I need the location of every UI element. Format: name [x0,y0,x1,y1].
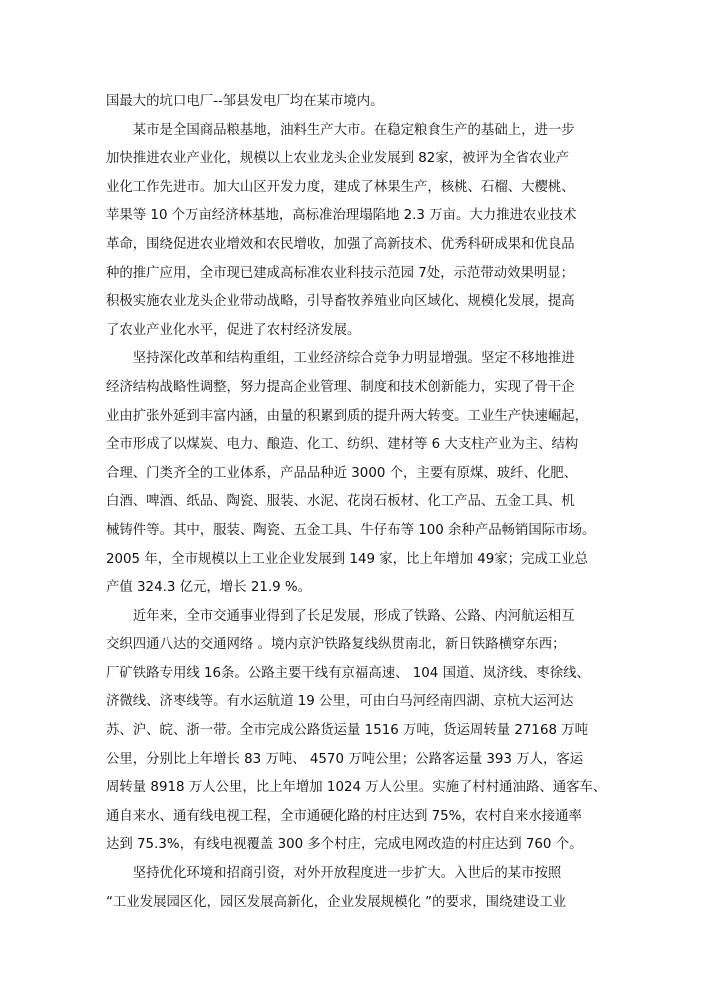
text-line: 械铸件等。其中，服装、陶瓷、五金工具、牛仔布等 100 余种产品畅销国际市场。 [106,522,596,538]
text-line: 某市是全国商品粮基地，油料生产大市。在稳定粮食生产的基础上，进一步 [106,122,575,138]
text-line: 合理、门类齐全的工业体系，产品品种近 3000 个，主要有原煤、玻纤、化肥、 [106,465,578,481]
text-line: 周转量 8918 万人公里，比上年增加 1024 万人公里。实施了村村通油路、通客车、 [106,780,607,796]
text-line: 种的推广应用，全市现已建成高标准农业科技示范园 7处，示范带动效果明显； [106,265,575,281]
text-line: 业由扩张外延到丰富内涵，由量的积累到质的提升两大转变。工业生产快速崛起， [106,408,589,424]
text-line: 苏、沪、皖、浙一带。全市完成公路货运量 1516 万吨，货运周转量 27168 万吨 [106,723,589,739]
text-line: “工业发展园区化，园区发展高新化，企业发展规模化 ”的要求，围绕建设工业 [106,894,567,910]
text-line: 坚持优化环境和招商引资，对外开放程度进一步扩大。入世后的某市按照 [106,866,562,882]
text-line: 2005 年，全市规模以上工业企业发展到 149 家，比上年增加 49家；完成工业总 [106,551,589,567]
text-line: 经济结构战略性调整，努力提高企业管理、制度和技术创新能力，实现了骨干企 [106,379,575,395]
text-line: 国最大的坑口电厂--邹县发电厂均在某市境内。 [106,94,384,109]
text-line: 济微线、济枣线等。有水运航道 19 公里，可由白马河经南四湖、京杭大运河达 [106,694,574,710]
body-text [106,88,606,917]
text-line: 业化工作先进市。加大山区开发力度，建成了林果生产，核桃、石榴、大樱桃、 [106,179,575,195]
text-line: 加快推进农业产业化，规模以上农业龙头企业发展到 82家，被评为全省农业产 [106,151,570,167]
text-line: 白酒、啤酒、纸品、陶瓷、服装、水泥、花岗石板材、化工产品、五金工具、机 [106,494,575,510]
text-line: 革命，围绕促进农业增效和农民增收，加强了高新技术、优秀科研成果和优良品 [106,236,575,252]
text-line: 厂矿铁路专用线 16条。公路主要干线有京福高速、 104 国道、岚济线、枣徐线、 [106,665,590,681]
text-line: 交织四通八达的交通网络 。境内京沪铁路复线纵贯南北，新日铁路横穿东西； [106,637,566,653]
text-line: 积极实施农业龙头企业带动战略，引导畜牧养殖业向区域化、规模化发展，提高 [106,294,575,310]
text-line: 产值 324.3 亿元，增长 21.9 %。 [106,580,312,596]
text-line: 通自来水、通有线电视工程，全市通硬化路的村庄达到 75%，农村自来水接通率 [106,808,582,824]
text-line: 近年来，全市交通事业得到了长足发展，形成了铁路、公路、内河航运相互 [106,608,575,624]
text-line: 了农业产业化水平，促进了农村经济发展。 [106,322,361,338]
text-line: 公里，分别比上年增长 83 万吨、 4570 万吨公里；公路客运量 393 万人，客运 [106,751,584,767]
text-line: 达到 75.3%，有线电视覆盖 300 多个村庄，完成电网改造的村庄达到 760 个。 [106,837,583,853]
text-line: 坚持深化改革和结构重组，工业经济综合竞争力明显增强。坚定不移地推进 [106,351,575,367]
text-line: 苹果等 10 个万亩经济林基地，高标准治理塌陷地 2.3 万亩。大力推进农业技术 [106,208,577,224]
text-line: 全市形成了以煤炭、电力、酿造、化工、纺织、建材等 6 大支柱产业为主、结构 [106,437,579,453]
